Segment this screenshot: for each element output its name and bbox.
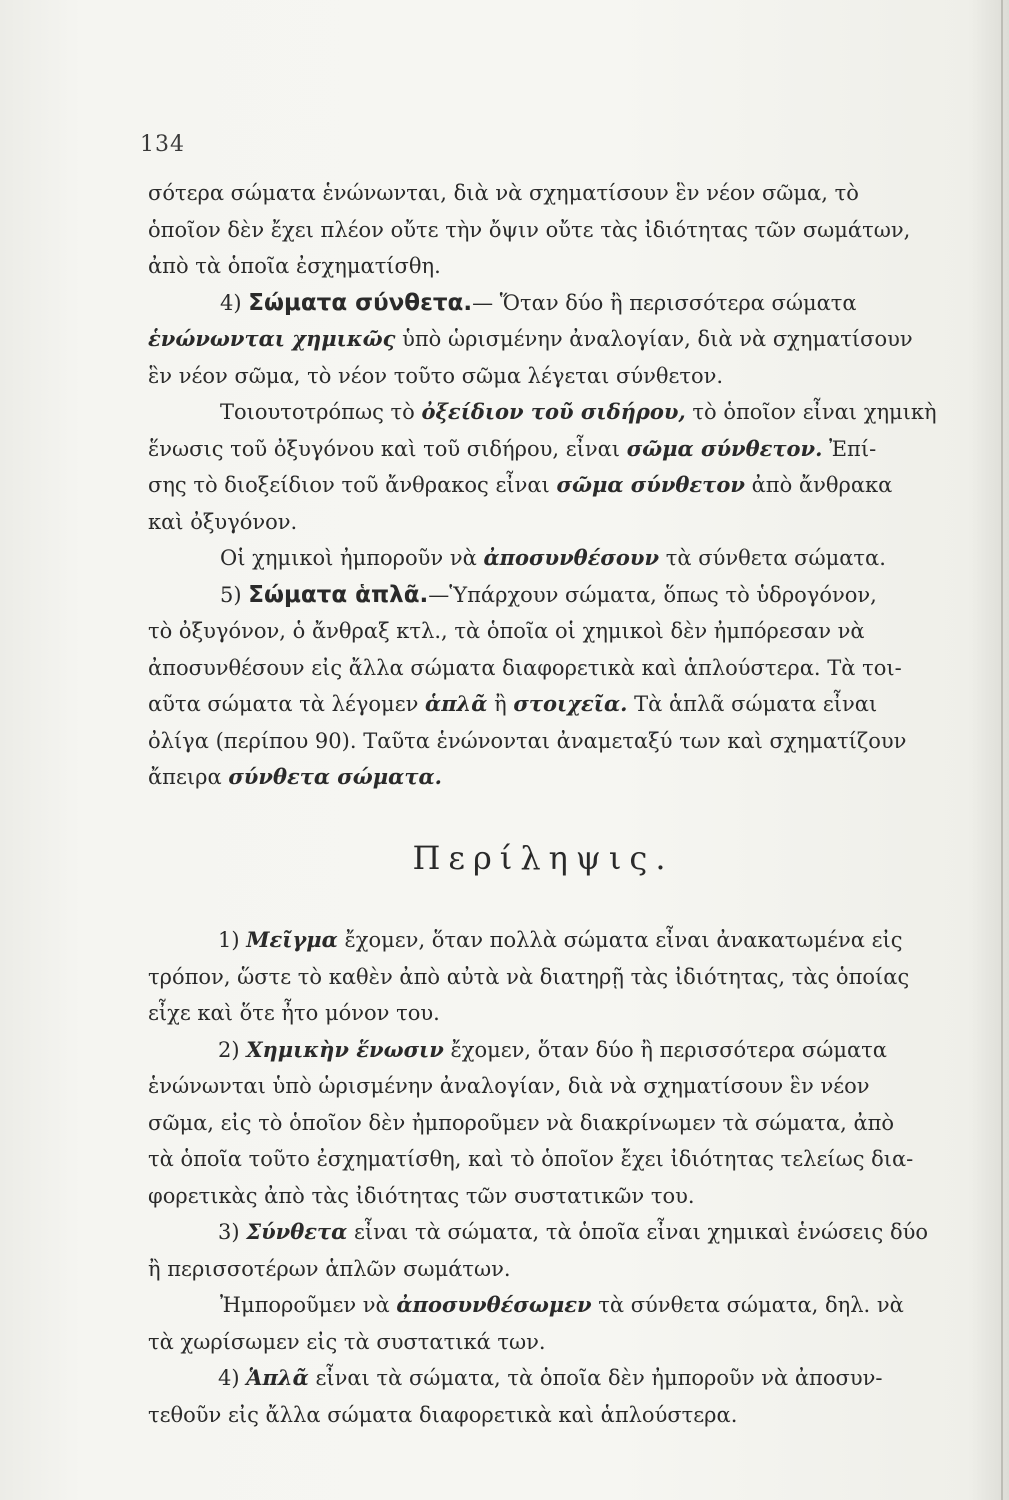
text-line: σότερα σώματα ἑνώνωνται, διὰ νὰ σχηματίσουν ἓν νέον σῶμα, τὸ [148,181,859,205]
text-span: ἔχομεν, ὅταν δύο ἢ περισσότερα σώματα [450,1037,887,1062]
text-span: ἀπὸ ἄνθρακα [751,473,893,497]
text-line: ἢ περισσοτέρων ἁπλῶν σωμάτων. [148,1256,511,1281]
paragraph-simple-bodies [148,577,968,614]
text-line: τὸ ὀξυγόνον, ὁ ἄνθραξ κτλ., τὰ ὁποῖα οἱ χημικοὶ δὲν ἠμπόρεσαν νὰ [148,619,865,643]
text-line [148,321,968,358]
emphasis: σύνθετα σώματα. [228,764,442,789]
text-line: τὰ χωρίσωμεν εἰς τὰ συστατικά των. [148,1329,546,1354]
summary-title: Περίληψις. [412,838,674,877]
text-line: φορετικὰς ἀπὸ τὰς ἰδιότητας τῶν συστατικῶν του. [148,1183,695,1208]
page-number: 134 [140,132,185,157]
text-line: ἀποσυνθέσουν εἰς ἄλλα σώματα διαφορετικὰ καὶ ἁπλούστερα. Τὰ τοι- [148,655,902,680]
emphasis: ἀποσυνθέσωμεν [396,1292,592,1317]
emphasis: ἑνώνωνται χημικῶς [148,326,396,351]
text-line: εἶχε καὶ ὅτε ἦτο μόνον του. [148,1001,440,1025]
item-number: 4) [220,290,242,315]
text-span: Τὰ ἁπλᾶ σώματα εἶναι [634,692,878,716]
text-line [148,540,968,577]
summary-item-compound [148,1214,968,1251]
text-line [148,394,968,431]
text-line [148,431,968,468]
emphasis: σῶμα σύνθετον [556,472,745,497]
summary-item-mixture [148,922,968,959]
text-line [148,686,968,723]
section-heading: Σώματα σύνθετα. [248,289,473,316]
emphasis: ἁπλᾶ [425,691,488,716]
item-number: 5) [220,582,242,607]
text-span: ὑπὸ ὡρισμένην ἀναλογίαν, διὰ νὰ σχηματίσουν [402,327,913,351]
text-line [148,467,968,504]
item-number: 4) [218,1366,240,1390]
paragraph-compound-bodies [148,285,968,322]
text-span: Τοιουτοτρόπως τὸ [220,400,415,424]
text-span: ἕνωσις τοῦ ὀξυγόνου καὶ τοῦ σιδήρου, εἶναι [148,436,620,461]
item-number: 1) [218,928,240,952]
text-line: σῶμα, εἰς τὸ ὁποῖον δὲν ἠμποροῦμεν νὰ διακρίνωμεν τὰ σώματα, ἀπὸ [148,1110,895,1135]
text-span: αῦτα σώματα τὰ λέγομεν [148,692,419,716]
section-heading: Σώματα ἁπλᾶ. [248,581,429,608]
page-edge [1001,0,1003,1500]
text-span: σης τὸ διοξείδιον τοῦ ἄνθρακος εἶναι [148,473,550,497]
emphasis: Μεῖγμα [246,927,338,952]
text-span: —Ὑπάρχουν σώματα, ὅπως τὸ ὑδρογόνον, [428,582,877,607]
emphasis: ἀποσυνθέσουν [483,545,660,570]
text-span: εἶναι τὰ σώματα, τὰ ὁποῖα δὲν ἠμποροῦν νὰ ἀποσυν- [315,1366,883,1390]
text-span: εἶναι τὰ σώματα, τὰ ὁποῖα εἶναι χημικαὶ ἑνώσεις δύο [354,1220,929,1244]
emphasis: Ἁπλᾶ [246,1365,309,1390]
text-span: Ἐπί- [829,436,877,461]
text-line: τὰ ὁποῖα τοῦτο ἐσχηματίσθη, καὶ τὸ ὁποῖον ἔχει ἰδιότητας τελείως δια- [148,1147,914,1171]
text-line: ἑνώνωνται ὑπὸ ὡρισμένην ἀναλογίαν, διὰ νὰ σχηματίσουν ἓν νέον [148,1074,870,1098]
text-line: ὀλίγα (περίπου 90). Ταῦτα ἑνώνονται ἀναμεταξύ των καὶ σχηματίζουν [148,728,907,753]
text-span: Οἱ χημικοὶ ἠμποροῦν νὰ [220,546,477,570]
text-span: ἄπειρα [148,765,222,789]
emphasis: σῶμα σύνθετον. [626,435,823,461]
text-span: ἔχομεν, ὅταν πολλὰ σώματα εἶναι ἀνακατωμένα εἰς [344,928,903,952]
text-line: ἀπὸ τὰ ὁποῖα ἐσχηματίσθη. [148,254,441,278]
text-span: τὰ σύνθετα σώματα. [665,546,886,570]
text-line: τεθοῦν εἰς ἄλλα σώματα διαφορετικὰ καὶ ἁπλούστερα. [148,1402,738,1427]
emphasis: ὀξείδιον τοῦ σιδήρου, [421,399,686,424]
text-span: Ἠμποροῦμεν νὰ [220,1293,390,1317]
emphasis: στοιχεῖα. [513,691,628,716]
item-number: 2) [218,1037,240,1062]
text-span: τὸ ὁποῖον εἶναι χημικὴ [692,400,937,424]
text-line: καὶ ὀξυγόνον. [148,509,298,534]
emphasis: Χημικὴν ἕνωσιν [246,1036,444,1062]
text-line [148,1287,968,1324]
page-body [148,175,968,1433]
text-line [148,759,968,796]
text-span: ἢ [494,692,507,716]
text-span: — Ὅταν δύο ἢ περισσότερα σώματα [472,290,857,315]
summary-item-chemical-union [148,1032,968,1069]
text-line: τρόπον, ὥστε τὸ καθὲν ἀπὸ αὐτὰ νὰ διατηρῇ τὰς ἰδιότητας, τὰς ὁποίας [148,964,910,989]
summary-item-simple [148,1360,968,1397]
item-number: 3) [218,1220,240,1244]
text-line: ἓν νέον σῶμα, τὸ νέον τοῦτο σῶμα λέγεται σύνθετον. [148,363,724,388]
text-span: τὰ σύνθετα σώματα, δηλ. νὰ [598,1293,904,1317]
text-line: ὁποῖον δὲν ἔχει πλέον οὔτε τὴν ὄψιν οὔτε τὰς ἰδιότητας τῶν σωμάτων, [148,217,911,242]
emphasis: Σύνθετα [246,1219,348,1244]
